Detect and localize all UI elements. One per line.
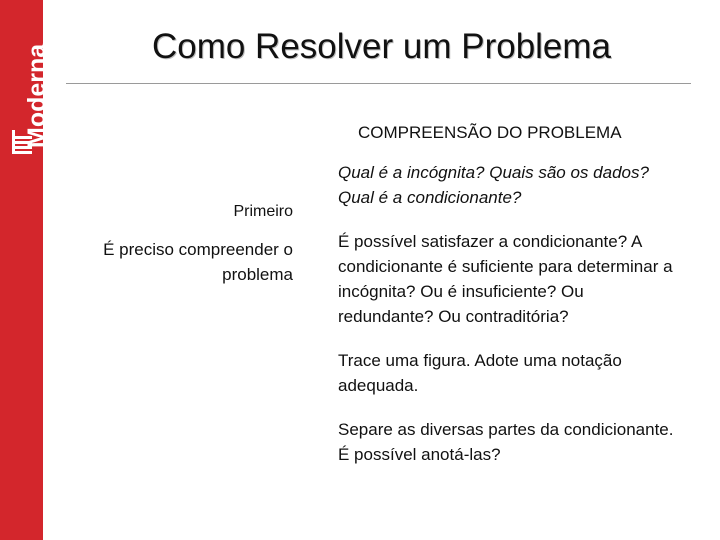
step-title: Primeiro — [233, 203, 293, 220]
brand-logo — [4, 4, 51, 160]
question-paragraph: É possível satisfazer a condicionante? A condicionante é suficiente para determinar a incógnita? Ou é insuficiente? Ou redundante? Ou contraditória? — [338, 232, 673, 326]
title-divider — [66, 83, 691, 84]
section-heading: COMPREENSÃO DO PROBLEMA — [358, 123, 622, 142]
question-paragraph: Separe as diversas partes da condicionante. É possível anotá-las? — [338, 420, 674, 464]
brand-sidebar — [0, 0, 51, 540]
brand-name: Moderna — [23, 43, 51, 148]
question-paragraph: Trace uma figura. Adote uma notação adequada. — [338, 351, 622, 395]
question-paragraph: Qual é a incógnita? Quais são os dados? Qual é a condicionante? — [338, 163, 649, 207]
question-list — [338, 160, 683, 486]
step-description: É preciso compreender o problema — [103, 240, 293, 284]
page-title: Como Resolver um Problema — [151, 27, 612, 66]
